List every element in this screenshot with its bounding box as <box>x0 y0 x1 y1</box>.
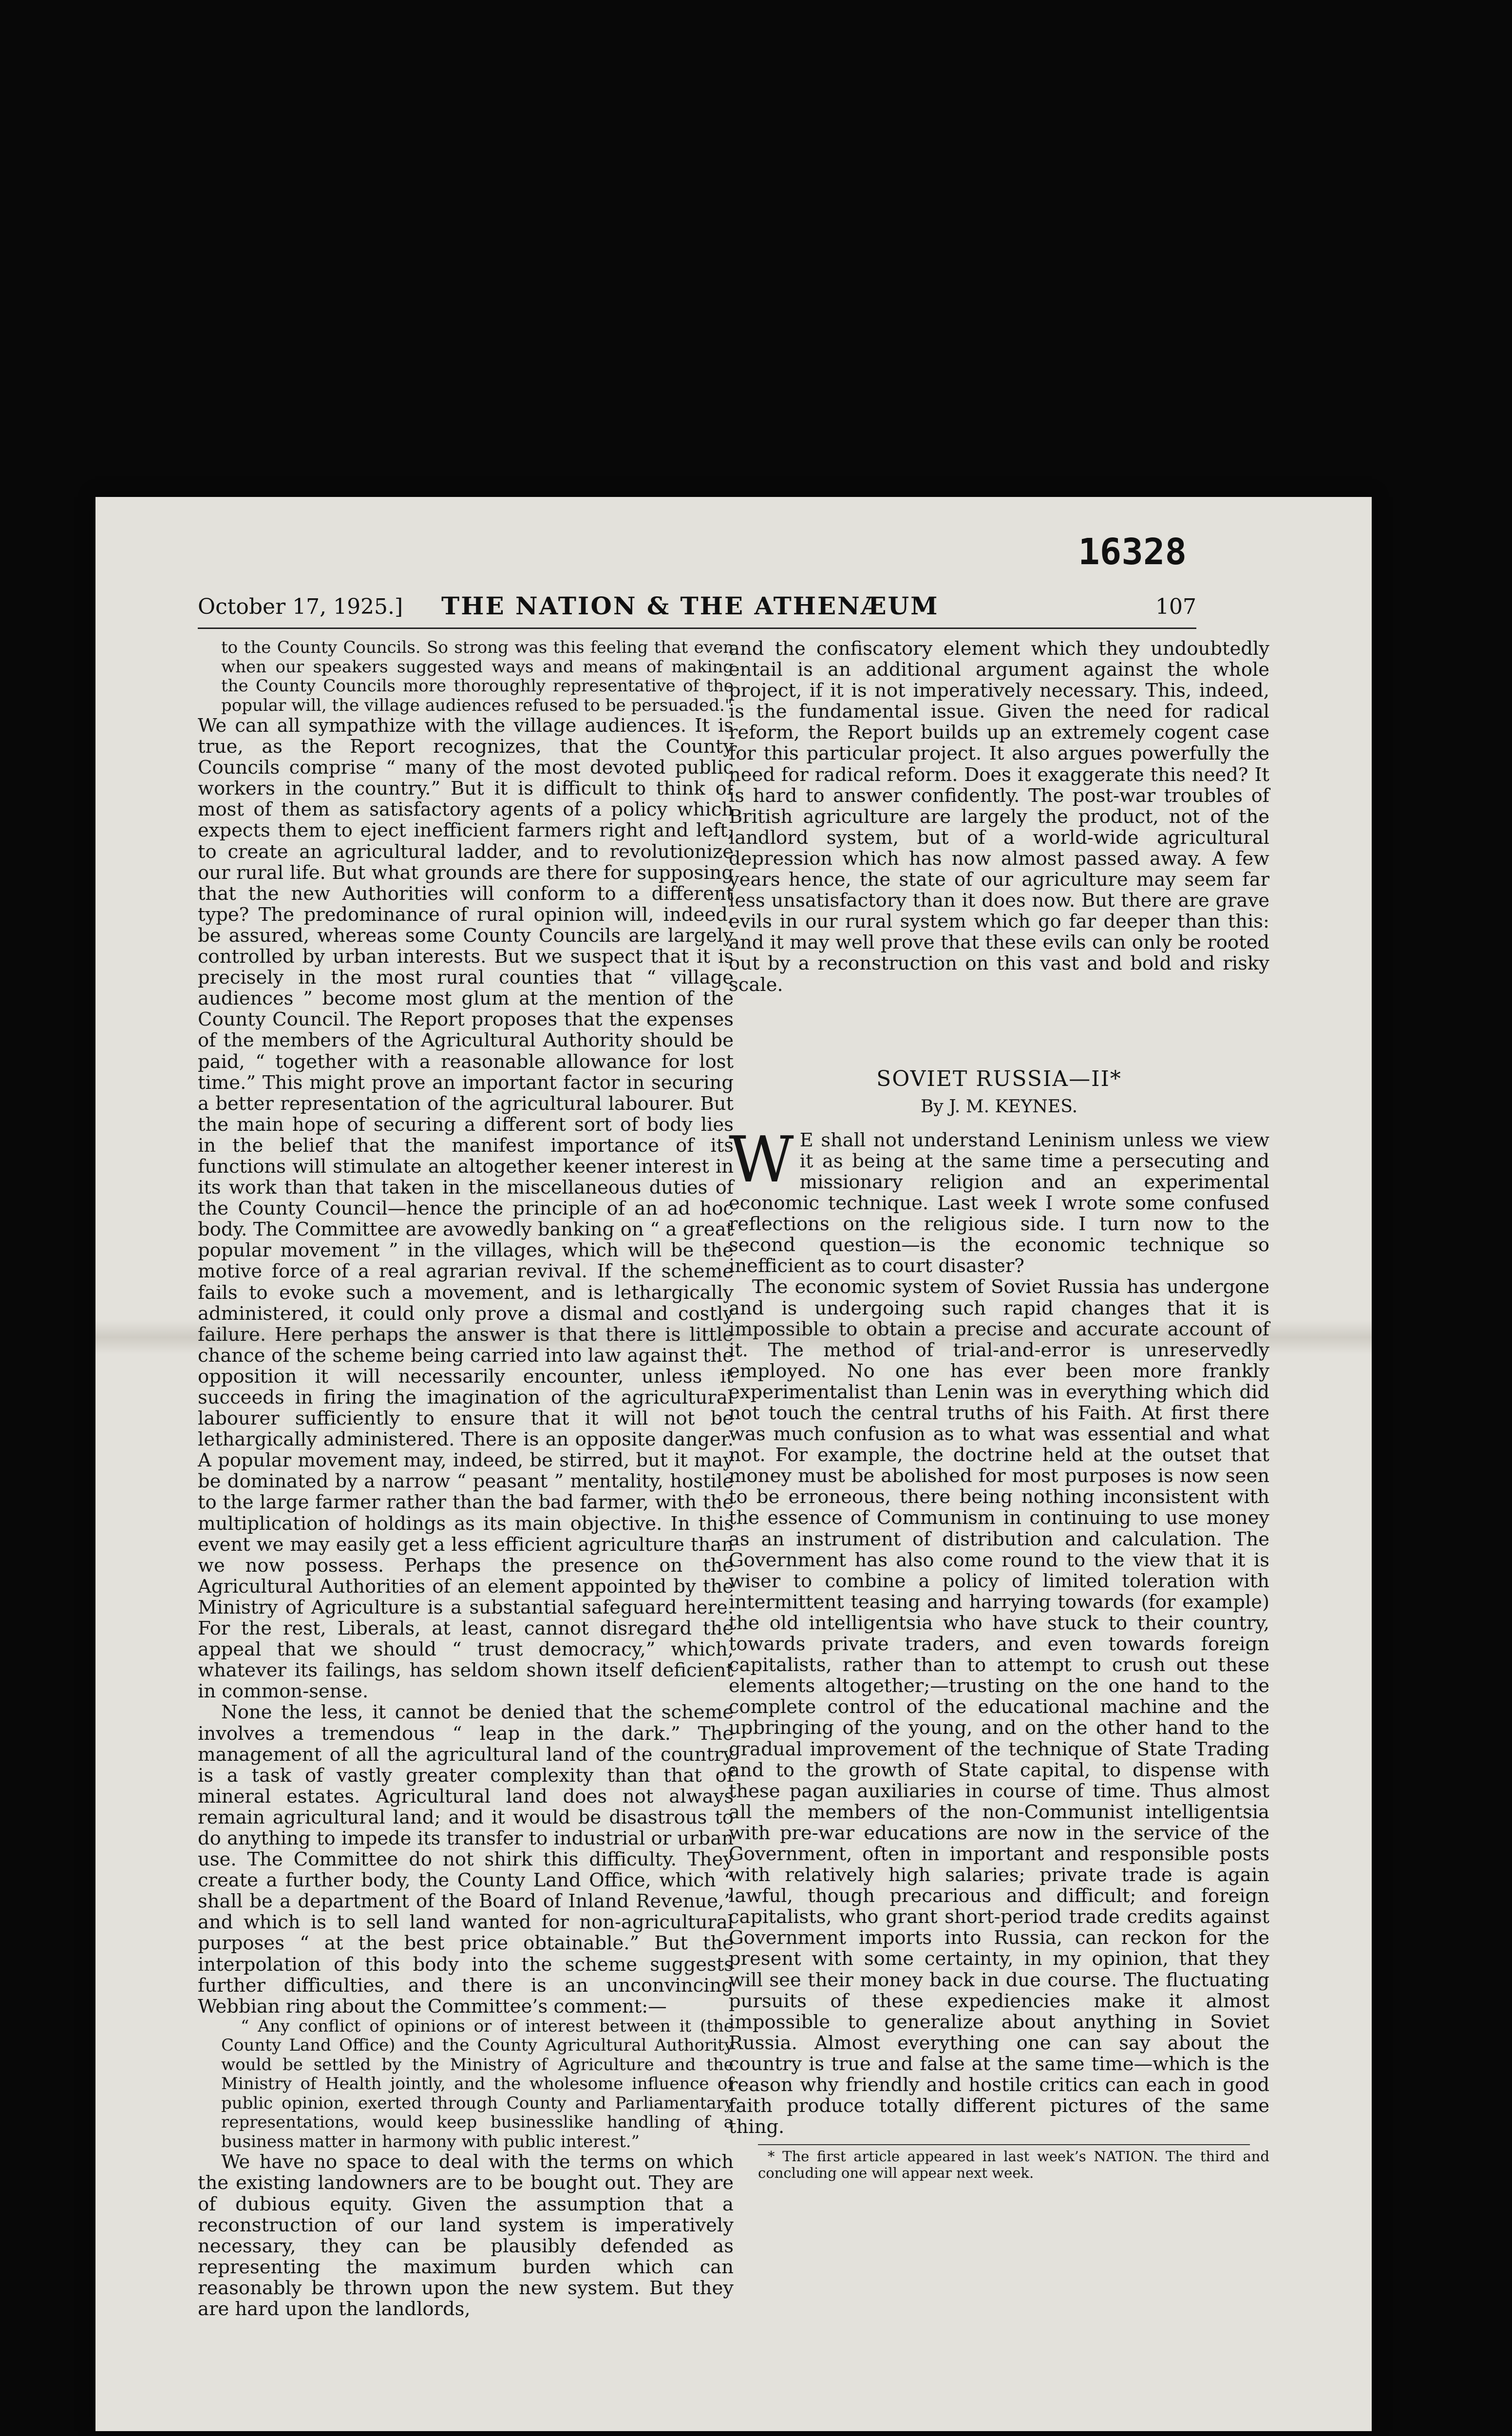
body-paragraph: We have no space to deal with the terms on which the existing landowners are to be bought out. They are of dubious equity. Given the assumption that a reconstruction of our land system is imperatively necessary, they can be plausibly defended as representing the maximum burden which can reasonably be thrown upon the new system. But they are hard upon the landlords, <box>198 2151 734 2320</box>
header-rule <box>198 628 1196 629</box>
body-paragraph: None the less, it cannot be denied that the scheme involves a tremendous “ leap in the dark.” The management of all the agricultural land of the country is a task of vastly greater complexity than that of mineral estates. Agricultural land does not always remain agricultural land; and it would be disastrous to do anything to impede its transfer to industrial or urban use. The Committee do not shirk this difficulty. They create a further body, the County Land Office, which “ shall be a department of the Board of Inland Revenue,” and which is to sell land wanted for non-agricultural purposes “ at the best price obtainable.” But the interpolation of this body into the scheme suggests further difficulties, and there is an unconvincing Webbian ring about the Committee’s comment:— <box>198 1701 734 2017</box>
footnote: * The first article appeared in last week’s NATION. The third and concluding one will appear next week. <box>758 2148 1269 2182</box>
issue-date: October 17, 1925.] <box>198 594 403 619</box>
page-number: 107 <box>1155 594 1196 619</box>
article-title: SOVIET RUSSIA—II* <box>876 1066 1122 1091</box>
body-paragraph: We can all sympathize with the village audiences. It is true, as the Report recognizes, that the County Councils comprise “ many of the most devoted public workers in the country.” But it is difficult to think of most of them as satisfactory agents of a policy which expects them to eject inefficient farmers right and left, to create an agricultural ladder, and to revolutionize our rural life. But what grounds are there for supposing that the new Authorities will conform to a different type? The predominance of rural opinion will, indeed, be assured, whereas some County Councils are largely controlled by urban interests. But we suspect that it is precisely in the most rural counties that “ village audiences ” become most glum at the mention of the County Council. The Report proposes that the expenses of the members of the Agricultural Authority should be paid, “ together with a reasonable allowance for lost time.” This might prove an important factor in securing a better representation of the agricultural labourer. But the main hope of securing a different sort of body lies in the belief that the manifest importance of its functions will stimulate an altogether keener interest in its work than that taken in the miscellaneous duties of the County Council—hence the principle of an ad hoc body. The Committee are avowedly banking on “ a great popular movement ” in the villages, which will be the motive force of a real agrarian revival. If the scheme fails to evoke such a movement, and is lethargically administered, it could only prove a dismal and costly failure. Here perhaps the answer is that there is little chance of the scheme being carried into law against the opposition it will necessarily encounter, unless it succeeds in firing the imagination of the agricultural labourer sufficiently to ensure that it will not be lethargically administered. There is an opposite danger. A popular movement may, indeed, be stirred, but it may be dominated by a narrow “ peasant ” mentality, hostile to the large farmer rather than the bad farmer, with the multiplication of holdings as its main objective. In this event we may easily get a less efficient agriculture than we now possess. Perhaps the presence on the Agricultural Authorities of an element appointed by the Ministry of Agriculture is a substantial safeguard here. For the rest, Liberals, at least, cannot disregard the appeal that we should “ trust democracy,” which, whatever its failings, has seldom shown itself deficient in common-sense. <box>198 715 734 1703</box>
body-paragraph: The economic system of Soviet Russia has undergone and is undergoing such rapid changes that it is impossible to obtain a precise and accurate account of it. The method of trial-and-error is unreservedly employed. No one has ever been more frankly experimentalist than Lenin was in everything which did not touch the central truths of his Faith. At first there was much confusion as to what was essential and what not. For example, the doctrine held at the outset that money must be abolished for most purposes is now seen to be erroneous, there being nothing inconsistent with the essence of Communism in continuing to use money as an instrument of distribution and calculation. The Government has also come round to the view that it is wiser to combine a policy of limited toleration with intermittent teasing and harrying towards (for example) the old intelligentsia who have stuck to their country, towards private traders, and even towards foreign capitalists, rather than to attempt to crush out these elements altogether;—trusting on the one hand to the complete control of the educational machine and the upbringing of the young, and on the other hand to the gradual improvement of the technique of State Trading and to the growth of State capital, to dispense with these pagan auxiliaries in course of time. Thus almost all the members of the non-Communist intelligentsia with pre-war educations are now in the service of the Government, often in important and responsible posts with relatively high salaries; private trade is again lawful, though precarious and difficult; and foreign capitalists, who grant short-period trade credits against Government imports into Russia, can reckon for the present with some certainty, in my opinion, that they will see their money back in due course. The fluctuating pursuits of these expediencies make it almost impossible to generalize about anything in Soviet Russia. Almost everything one can say about the country is true and false at the same time—which is the reason why friendly and hostile critics can each in good faith produce totally different pictures of the same thing. <box>729 1276 1269 2138</box>
block-quote: “ Any conflict of opinions or of interest between it (the County Land Office) and the County Agricultural Authority would be settled by the Ministry of Agriculture and the Ministry of Health jointly, and the wholesome influence of public opinion, exerted through County and Parliamentary representations, would keep businesslike handling of a business matter in harmony with public interest.” <box>221 2016 734 2151</box>
drop-cap: W <box>729 1122 794 1197</box>
article-first-paragraph <box>729 1122 1269 1277</box>
article-byline: By J. M. KEYNES. <box>920 1096 1078 1117</box>
left-column <box>198 638 734 2320</box>
first-paragraph-text: E shall not understand Leninism unless we view it as being at the same time a persecuting and missionary religion and an experimental economic technique. Last week I wrote some confused reflections on the religious side. I turn now to the second question—is the economic technique so inefficient as to court disaster? <box>729 1129 1269 1277</box>
publication-title: THE NATION & THE ATHENÆUM <box>441 591 939 620</box>
archive-stamp-number: 16328 <box>1078 531 1187 573</box>
footnote-rule <box>758 2144 1250 2145</box>
right-column <box>729 638 1269 2181</box>
quote-continuation: to the County Councils. So strong was this feeling that even when our speakers suggested ways and means of making the County Councils more thoroughly representative of the popular will, the village audiences refused to be persuaded." <box>221 638 734 715</box>
body-paragraph: and the confiscatory element which they undoubtedly entail is an additional argument against the whole project, if it is not imperatively necessary. This, indeed, is the fundamental issue. Given the need for radical reform, the Report builds up an extremely cogent case for this particular project. It also argues powerfully the need for radical reform. Does it exaggerate this need? It is hard to answer confidently. The post-war troubles of British agriculture are largely the product, not of the landlord system, but of a world-wide agricultural depression which has now almost passed away. A few years hence, the state of our agriculture may seem far less unsatisfactory than it does now. But there are grave evils in our rural system which go far deeper than this: and it may well prove that these evils can only be rooted out by a reconstruction on this vast and bold and risky scale. <box>729 638 1269 996</box>
newspaper-page <box>95 497 1372 2431</box>
